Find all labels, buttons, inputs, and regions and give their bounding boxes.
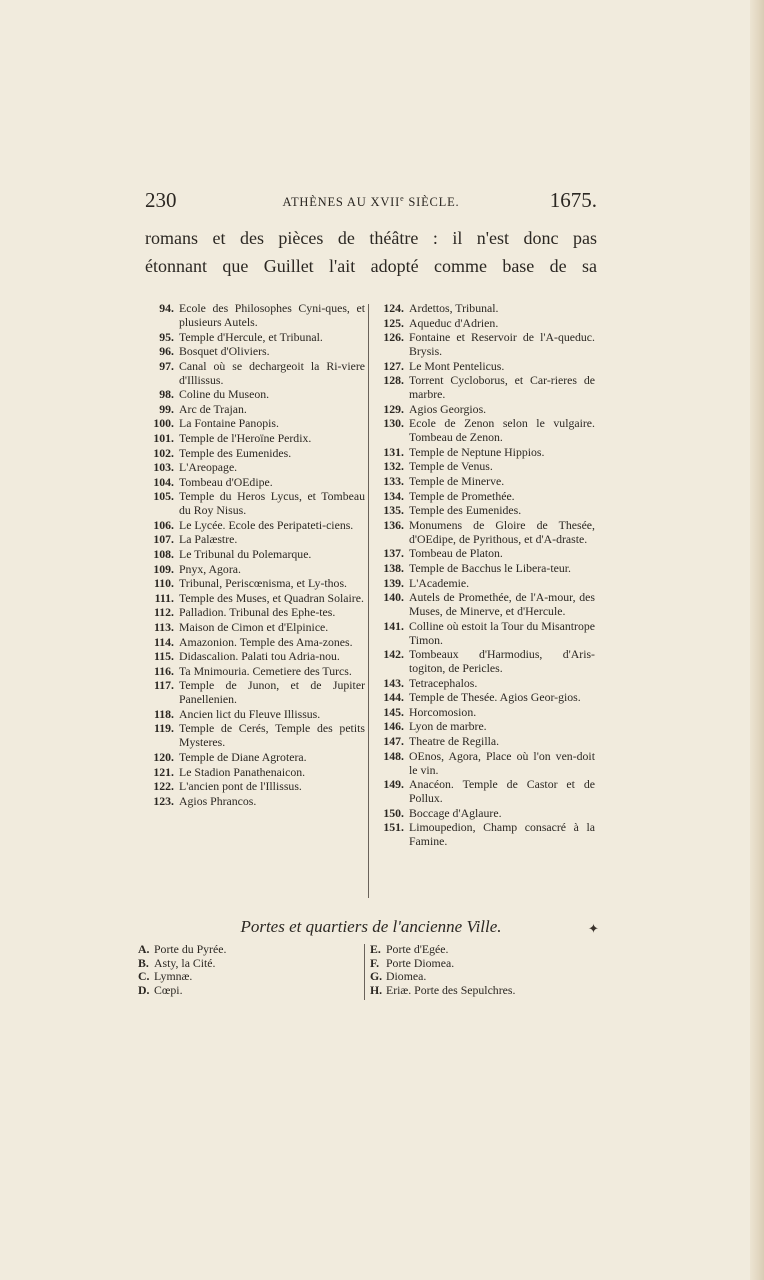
- entry-text: L'Academie.: [409, 575, 470, 590]
- entry-text: Anacéon. Temple de Castor et de Pollux.: [409, 777, 595, 805]
- legend-entry: [140, 533, 365, 547]
- gate-entry: [370, 970, 590, 984]
- intro-line: romans et des pièces de théâtre : il n'est donc pas: [145, 228, 597, 248]
- gate-text: Lymnæ.: [154, 969, 193, 984]
- entry-number: 141.: [383, 618, 404, 633]
- entry-number: 151.: [383, 820, 404, 835]
- legend-entry: [373, 403, 595, 417]
- entry-text: Ecole des Philosophes Cyni-ques, et plusieurs Autels.: [179, 301, 365, 329]
- legend-entry: [373, 504, 595, 518]
- entry-text: Tombeaux d'Harmodius, d'Aris-togiton, de Pericles.: [409, 647, 595, 676]
- entry-text: Temple des Eumenides.: [179, 445, 292, 460]
- entry-text: Temple de Bacchus le Libera-teur.: [409, 560, 571, 575]
- legend-entry: [140, 621, 365, 635]
- entry-text: Horcomosion.: [409, 704, 477, 719]
- gate-entry: [370, 957, 590, 971]
- legend-entry: [373, 677, 595, 691]
- entry-text: Tombeau d'OEdipe.: [179, 474, 273, 489]
- entry-text: La Fontaine Panopis.: [179, 416, 279, 431]
- gate-letter: A.: [138, 942, 150, 956]
- entry-number: 111.: [154, 590, 174, 605]
- legend-entry: [373, 577, 595, 591]
- page-number: 230: [145, 188, 177, 212]
- entry-text: Colline où estoit la Tour du Misantrope Timon.: [409, 618, 595, 647]
- entry-number: 96.: [159, 344, 174, 359]
- legend-entry: [140, 766, 365, 780]
- legend-entry: [373, 750, 595, 778]
- entry-text: Tribunal, Periscœnisma, et Ly-thos.: [179, 576, 347, 591]
- legend-entry: [373, 620, 595, 648]
- entry-number: 122.: [153, 779, 174, 794]
- legend-entry: [373, 706, 595, 720]
- entry-number: 103.: [153, 460, 174, 475]
- entry-number: 105.: [153, 489, 174, 504]
- legend-entry: [140, 417, 365, 431]
- gate-text: Porte d'Egée.: [386, 942, 449, 956]
- entry-text: Le Stadion Panathenaicon.: [179, 764, 306, 779]
- entry-number: 127.: [383, 358, 404, 373]
- entry-text: Lyon de marbre.: [409, 719, 487, 734]
- legend-entry: [373, 562, 595, 576]
- gate-entry: [138, 970, 348, 984]
- entry-number: 121.: [153, 764, 174, 779]
- gate-letter: H.: [370, 982, 383, 997]
- entry-text: Agios Georgios.: [409, 401, 487, 416]
- legend-entry: [140, 665, 365, 679]
- entry-text: L'Areopage.: [179, 460, 238, 475]
- legend-entry: [373, 807, 595, 821]
- entry-number: 99.: [159, 401, 174, 416]
- column-divider: [368, 304, 369, 898]
- entry-text: Fontaine et Reservoir de l'A-queduc. Brysis.: [409, 330, 595, 359]
- entry-number: 150.: [383, 805, 404, 820]
- gate-entry: [138, 943, 348, 957]
- legend-entry: [373, 519, 595, 547]
- legend-entry: [140, 548, 365, 562]
- entry-text: Aqueduc d'Adrien.: [409, 315, 499, 330]
- legend-entry: [140, 751, 365, 765]
- legend-entry: [140, 606, 365, 620]
- entry-text: Tombeau de Platon.: [409, 546, 503, 561]
- entry-number: 144.: [383, 690, 404, 705]
- entry-number: 106.: [153, 517, 174, 532]
- entry-number: 118.: [154, 706, 174, 721]
- legend-entry: [140, 461, 365, 475]
- gate-text: Porte Diomea.: [386, 955, 455, 970]
- entry-text: Temple de Diane Agrotera.: [179, 749, 307, 764]
- entry-number: 98.: [159, 387, 174, 402]
- section-title: Portes et quartiers de l'ancienne Ville.: [240, 917, 502, 936]
- entry-text: Temple de l'Heroïne Perdix.: [179, 430, 312, 445]
- gate-entry: [370, 984, 590, 998]
- entry-number: 95.: [159, 329, 174, 344]
- gate-letter: D.: [138, 982, 150, 997]
- legend-entry: [373, 735, 595, 749]
- entry-text: Tetracephalos.: [409, 675, 478, 690]
- entry-number: 97.: [159, 358, 174, 373]
- running-header: [145, 188, 597, 214]
- entry-number: 135.: [383, 503, 404, 518]
- gate-letter: F.: [370, 955, 380, 970]
- entry-text: Coline du Museon.: [179, 387, 270, 402]
- legend-entry: [140, 780, 365, 794]
- entry-text: L'ancien pont de l'Illissus.: [179, 779, 302, 794]
- gate-letter: B.: [138, 955, 149, 970]
- entry-number: 148.: [383, 748, 404, 763]
- gate-text: Diomea.: [386, 969, 427, 984]
- intro-line: étonnant que Guillet l'ait adopté comme base de sa: [145, 256, 597, 276]
- entry-number: 137.: [383, 546, 404, 561]
- entry-text: Boccage d'Aglaure.: [409, 805, 502, 820]
- entry-text: Temple de Neptune Hippios.: [409, 444, 545, 459]
- entry-text: Temple de Cerés, Temple des petits Mysteres.: [179, 721, 365, 750]
- entry-number: 113.: [154, 620, 174, 634]
- gate-text: Porte du Pyrée.: [154, 942, 227, 956]
- entry-number: 143.: [383, 675, 404, 690]
- entry-text: Palladion. Tribunal des Ephe-tes.: [179, 605, 336, 620]
- legend-entry: [373, 302, 595, 316]
- entry-number: 123.: [153, 793, 174, 808]
- gate-letter: G.: [370, 969, 383, 984]
- entry-text: Temple des Muses, et Quadran Solaire.: [179, 590, 364, 605]
- entry-text: Ancien lict du Fleuve Illissus.: [179, 706, 321, 721]
- entry-number: 119.: [154, 721, 174, 736]
- gates-divider: [364, 944, 365, 1000]
- entry-number: 125.: [383, 315, 404, 330]
- legend-entry: [140, 331, 365, 345]
- legend-entry: [140, 592, 365, 606]
- entry-number: 140.: [383, 590, 404, 605]
- entry-number: 130.: [383, 416, 404, 431]
- legend-entry: [373, 475, 595, 489]
- entry-text: OEnos, Agora, Place où l'on ven-doit le vin.: [409, 748, 595, 777]
- entry-text: Agios Phrancos.: [179, 793, 257, 808]
- entry-number: 100.: [153, 416, 174, 431]
- entry-text: Theatre de Regilla.: [409, 734, 500, 748]
- entry-number: 139.: [383, 575, 404, 590]
- gate-text: Asty, la Cité.: [154, 955, 216, 970]
- gates-right-column: [370, 943, 590, 997]
- ink-mark: ✦: [588, 921, 599, 936]
- entry-text: Temple des Eumenides.: [409, 503, 522, 518]
- legend-entry: [373, 490, 595, 504]
- entry-text: Le Mont Pentelicus.: [409, 358, 505, 373]
- legend-entry: [140, 388, 365, 402]
- entry-number: 109.: [153, 561, 174, 576]
- entry-text: Maison de Cimon et d'Elpinice.: [179, 620, 329, 634]
- gates-left-column: [138, 943, 348, 997]
- entry-number: 133.: [383, 474, 404, 489]
- running-title: ATHÈNES AU XVIIe SIÈCLE.: [282, 194, 460, 210]
- entry-text: Limoupedion, Champ consacré à la Famine.: [409, 820, 595, 849]
- entry-text: Temple de Venus.: [409, 459, 493, 474]
- legend-entry: [373, 446, 595, 460]
- entry-number: 138.: [383, 560, 404, 575]
- legend-entry: [373, 691, 595, 705]
- legend-entry: [140, 403, 365, 417]
- legend-entry: [373, 417, 595, 445]
- legend-entry: [140, 795, 365, 809]
- entry-text: Pnyx, Agora.: [179, 561, 241, 576]
- entry-number: 120.: [153, 749, 174, 764]
- legend-entry: [373, 360, 595, 374]
- entry-number: 117.: [154, 678, 174, 693]
- entry-number: 149.: [383, 777, 404, 792]
- legend-entry: [140, 476, 365, 490]
- legend-entry: [140, 447, 365, 461]
- legend-entry: [373, 821, 595, 849]
- entry-text: Temple du Heros Lycus, et Tombeau du Roy Nisus.: [179, 489, 365, 518]
- legend-entry: [140, 360, 365, 388]
- gate-entry: [138, 984, 348, 998]
- entry-number: 126.: [383, 330, 404, 345]
- entry-text: Canal où se dechargeoit la Ri-viere d'Illissus.: [179, 358, 365, 387]
- legend-right-column: [373, 302, 595, 850]
- gate-letter: E.: [370, 942, 381, 956]
- entry-number: 104.: [153, 474, 174, 489]
- legend-entry: [140, 577, 365, 591]
- page-edge: [750, 0, 764, 1280]
- entry-number: 94.: [159, 301, 174, 315]
- entry-text: Bosquet d'Oliviers.: [179, 344, 270, 359]
- entry-text: Autels de Promethée, de l'A-mour, des Muses, de Minerve, et d'Hercule.: [409, 590, 595, 619]
- legend-entry: [373, 778, 595, 806]
- entry-text: Amazonion. Temple des Ama-zones.: [179, 634, 353, 649]
- entry-text: Temple d'Hercule, et Tribunal.: [179, 329, 323, 344]
- legend-entry: [373, 547, 595, 561]
- entry-text: Arc de Trajan.: [179, 401, 247, 416]
- legend-entry: [140, 636, 365, 650]
- entry-number: 114.: [154, 634, 174, 649]
- legend-entry: [140, 432, 365, 446]
- legend-entry: [140, 490, 365, 518]
- year: 1675.: [549, 188, 597, 212]
- legend-left-column: [140, 302, 365, 809]
- legend-entry: [140, 563, 365, 577]
- entry-text: Temple de Minerve.: [409, 474, 505, 489]
- entry-number: 131.: [383, 444, 404, 459]
- entry-number: 136.: [383, 517, 404, 532]
- gate-text: Cœpi.: [154, 982, 183, 997]
- entry-number: 102.: [153, 445, 174, 460]
- legend-entry: [140, 345, 365, 359]
- entry-text: Temple de Promethée.: [409, 488, 515, 503]
- legend-entry: [373, 648, 595, 676]
- entry-text: Ta Mnimouria. Cemetiere des Turcs.: [179, 663, 352, 678]
- legend-entry: [373, 374, 595, 402]
- entry-number: 132.: [383, 459, 404, 474]
- gate-entry: [138, 957, 348, 971]
- legend-entry: [373, 460, 595, 474]
- legend-entry: [373, 331, 595, 359]
- entry-number: 146.: [383, 719, 404, 734]
- entry-number: 145.: [383, 704, 404, 719]
- entry-number: 115.: [154, 649, 174, 664]
- entry-text: Le Lycée. Ecole des Peripateti-ciens.: [179, 517, 354, 532]
- entry-number: 101.: [153, 430, 174, 445]
- legend-entry: [140, 650, 365, 664]
- gate-letter: C.: [138, 969, 150, 984]
- legend-entry: [373, 591, 595, 619]
- entry-text: Ardettos, Tribunal.: [409, 301, 499, 315]
- entry-text: Didascalion. Palati tou Adria-nou.: [179, 649, 340, 664]
- legend-entry: [373, 720, 595, 734]
- entry-number: 110.: [154, 576, 174, 591]
- legend-entry: [140, 519, 365, 533]
- entry-text: Monumens de Gloire de Thesée, d'OEdipe, de Pyrithous, et d'A-draste.: [409, 517, 595, 546]
- entry-text: Temple de Thesée. Agios Geor-gios.: [409, 690, 581, 705]
- legend-entry: [140, 302, 365, 330]
- gate-text: Eriæ. Porte des Sepulchres.: [386, 982, 516, 997]
- gate-entry: [370, 943, 590, 957]
- entry-number: 107.: [153, 532, 174, 547]
- entry-number: 134.: [383, 488, 404, 503]
- legend-entry: [140, 679, 365, 707]
- entry-number: 112.: [154, 605, 174, 620]
- entry-number: 116.: [154, 663, 174, 678]
- entry-text: Torrent Cycloborus, et Car-rieres de marbre.: [409, 373, 595, 402]
- legend-entry: [140, 708, 365, 722]
- entry-number: 128.: [383, 373, 404, 388]
- entry-text: Ecole de Zenon selon le vulgaire. Tombeau de Zenon.: [409, 416, 595, 445]
- entry-number: 129.: [383, 401, 404, 416]
- entry-text: La Palæstre.: [179, 532, 238, 547]
- entry-text: Temple de Junon, et de Jupiter Panellenien.: [179, 678, 365, 707]
- entry-text: Le Tribunal du Polemarque.: [179, 547, 312, 562]
- entry-number: 142.: [383, 647, 404, 662]
- legend-entry: [140, 722, 365, 750]
- intro-paragraph: [145, 224, 597, 280]
- entry-number: 108.: [153, 547, 174, 562]
- entry-number: 147.: [383, 734, 404, 748]
- entry-number: 124.: [383, 301, 404, 315]
- legend-entry: [373, 317, 595, 331]
